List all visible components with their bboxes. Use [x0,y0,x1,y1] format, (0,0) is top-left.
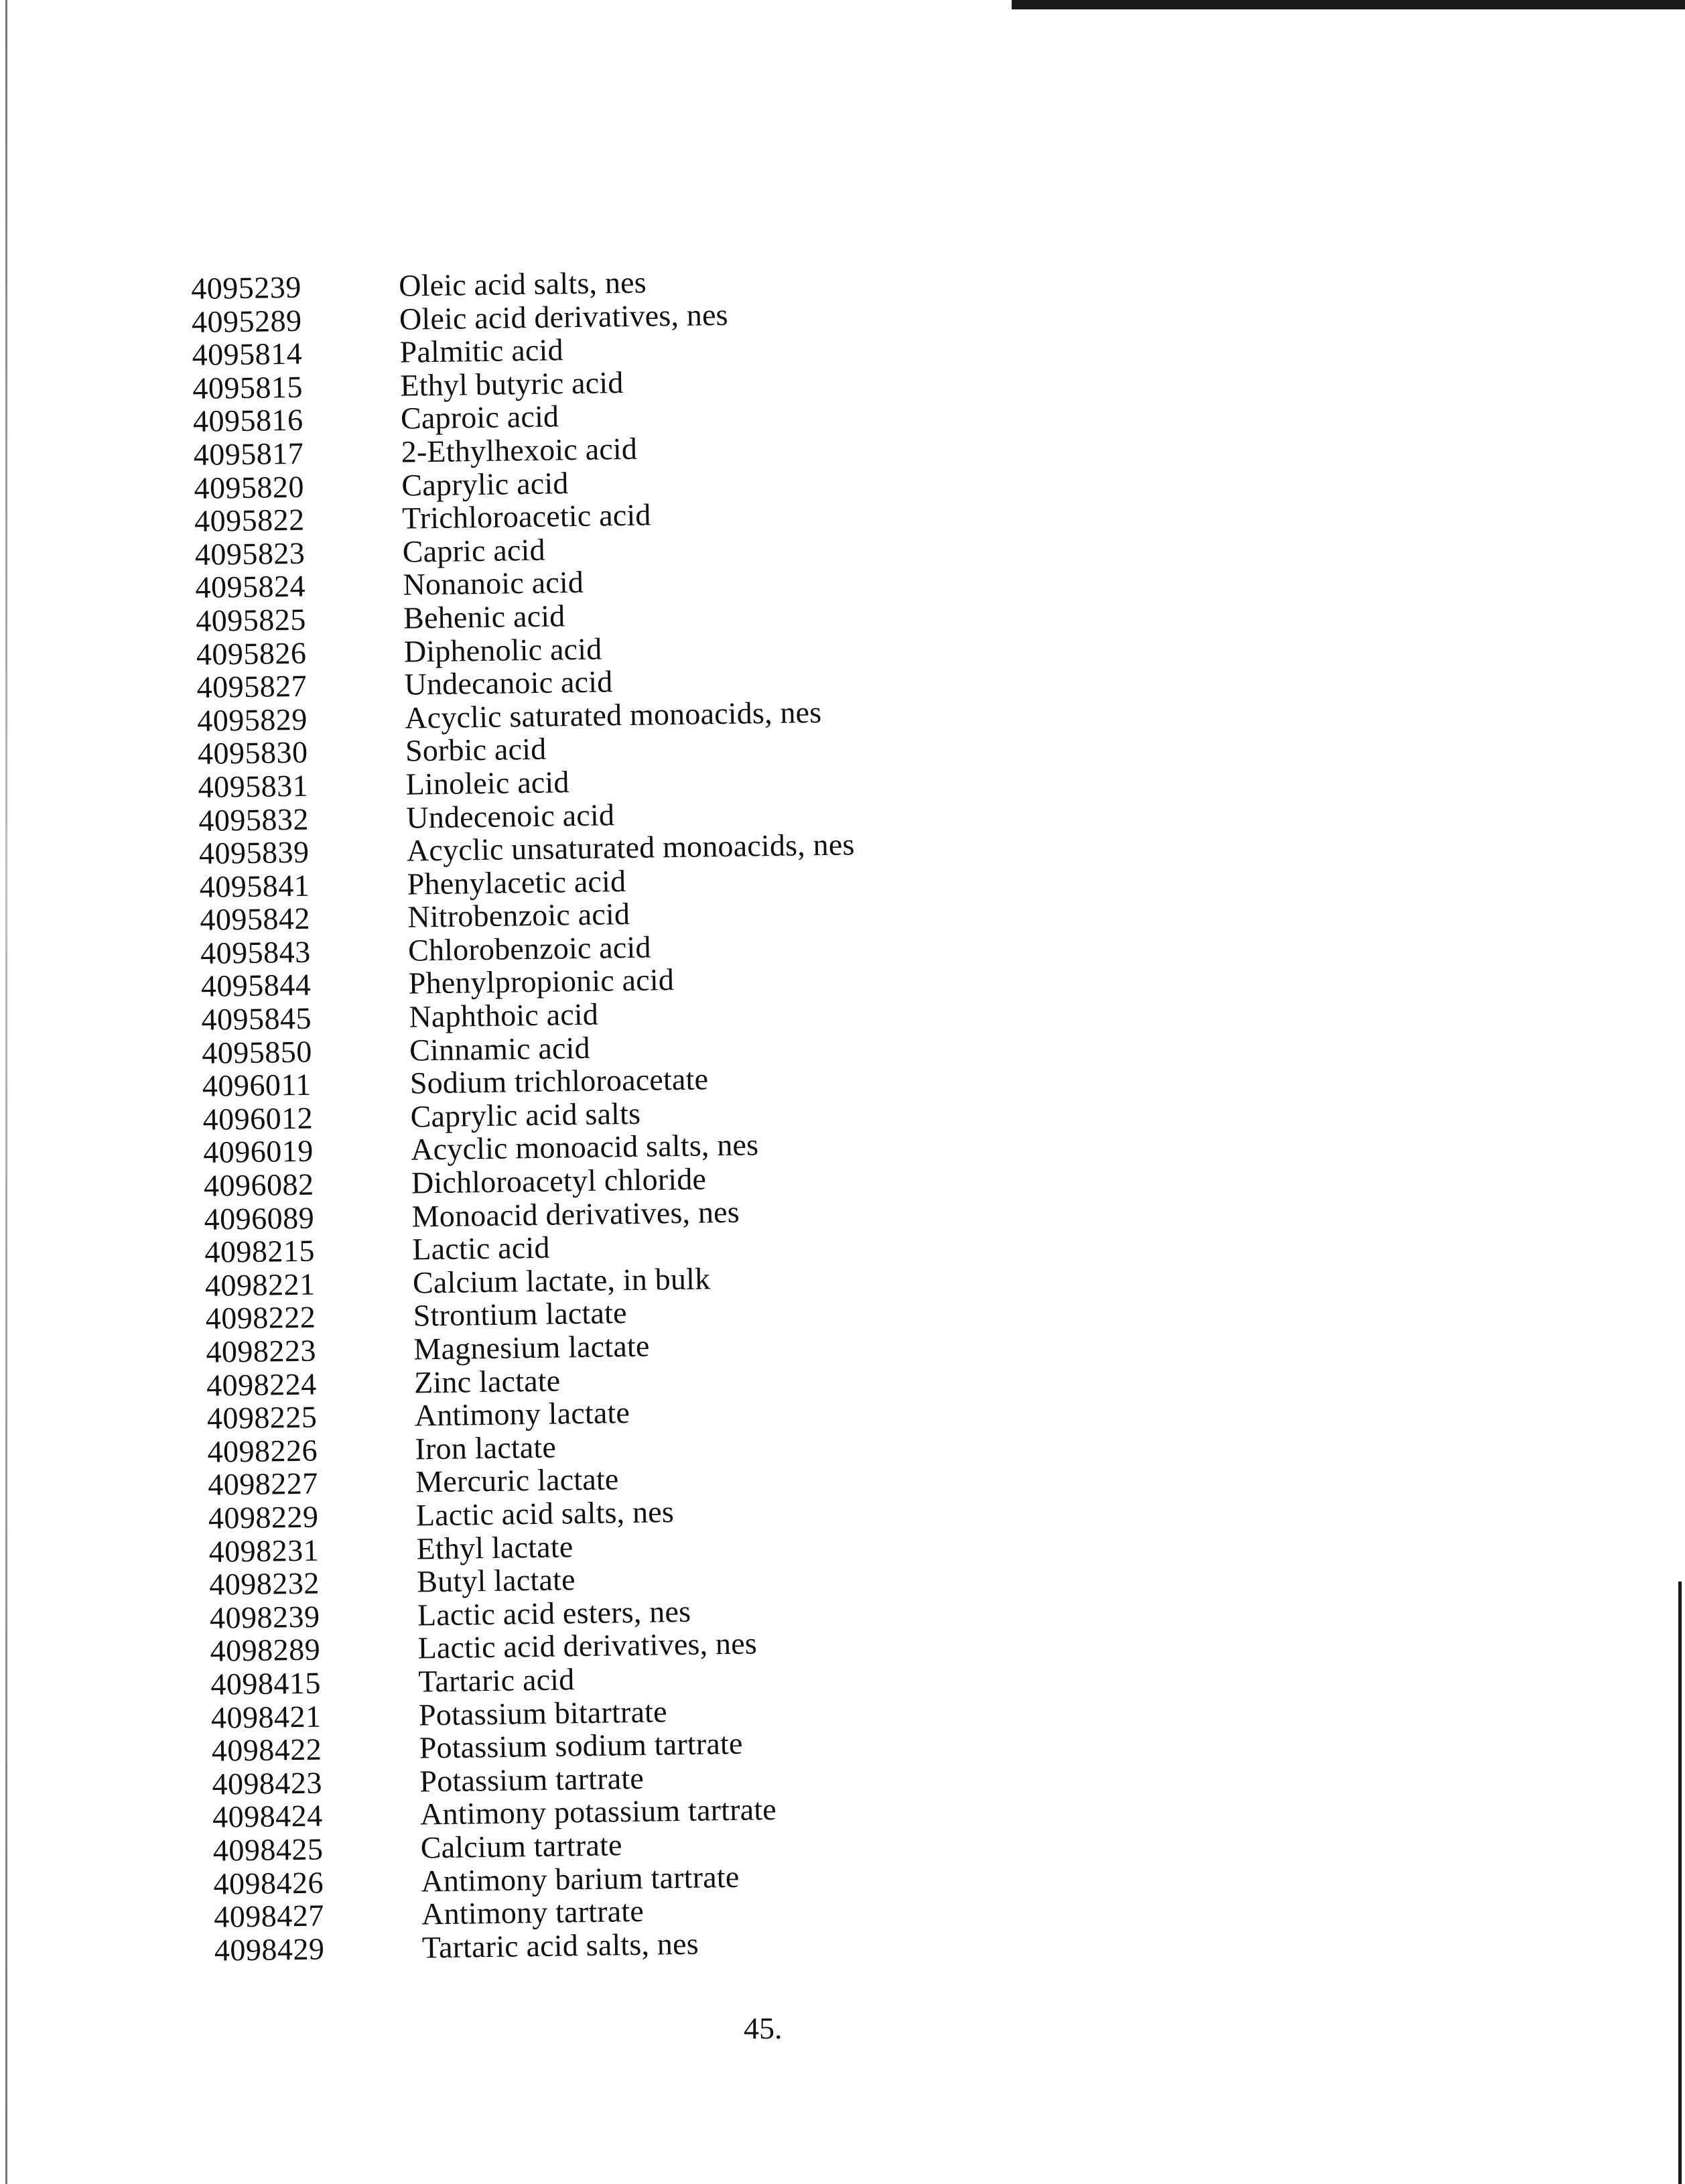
commodity-description: Capric acid [402,532,546,569]
commodity-code: 4098429 [214,1931,325,1968]
commodity-code: 4098423 [212,1765,323,1801]
commodity-code: 4095820 [194,469,305,505]
commodity-code: 4098226 [207,1433,318,1469]
commodity-description: Nitrobenzoic acid [407,897,630,934]
commodity-code: 4098232 [208,1565,320,1602]
commodity-code: 4095843 [200,934,312,970]
commodity-description: Linoleic acid [405,765,570,801]
commodity-description: Lactic acid salts, nes [415,1494,675,1533]
commodity-code: 4098425 [212,1832,324,1868]
commodity-description: Lactic acid esters, nes [417,1594,691,1632]
commodity-code: 4098231 [208,1533,320,1569]
commodity-code: 4095844 [200,968,312,1004]
commodity-description: Calcium lactate, in bulk [412,1261,711,1300]
commodity-description: Oleic acid salts, nes [398,265,647,303]
commodity-description: Cinnamic acid [409,1030,591,1068]
commodity-code: 4095815 [192,369,304,405]
commodity-code: 4095841 [199,868,310,904]
commodity-description: Antimony potassium tartrate [419,1792,777,1832]
commodity-code: 4098225 [206,1399,318,1436]
page-number: 45. [744,2011,783,2045]
commodity-description: Acyclic saturated monoacids, nes [404,694,822,735]
commodity-description: 2-Ethylhexoic acid [401,431,638,469]
commodity-description: Ethyl butyric acid [400,365,624,403]
commodity-description: Acyclic unsaturated monoacids, nes [406,827,855,868]
commodity-code: 4098227 [207,1466,319,1502]
commodity-code: 4098221 [204,1267,316,1303]
commodity-code: 4095816 [192,403,304,439]
commodity-description: Butyl lactate [416,1562,576,1599]
commodity-code: 4098239 [209,1599,320,1635]
commodity-code: 4095817 [193,436,304,472]
commodity-description: Tartaric acid [418,1662,575,1699]
commodity-code: 4096082 [203,1167,314,1203]
commodity-description: Trichloroacetic acid [401,497,651,535]
commodity-code: 4098415 [210,1665,322,1701]
commodity-code: 4098289 [210,1632,321,1669]
commodity-description: Acyclic monoacid salts, nes [410,1127,759,1167]
commodity-description: Lactic acid [412,1230,550,1267]
commodity-code: 4098424 [212,1798,324,1835]
commodity-description: Caprylic acid [401,465,569,503]
commodity-description: Undecanoic acid [404,664,613,702]
commodity-description: Monoacid derivatives, nes [411,1194,740,1234]
commodity-code: 4098222 [205,1299,316,1336]
commodity-description: Potassium sodium tartrate [419,1726,743,1765]
commodity-description: Oleic acid derivatives, nes [399,297,729,336]
commodity-code: 4095832 [198,801,310,838]
commodity-description: Lactic acid derivatives, nes [417,1626,758,1665]
commodity-code: 4098426 [213,1864,324,1901]
commodity-code: 4096019 [202,1134,314,1170]
commodity-code: 4095289 [191,303,302,339]
commodity-description: Undecenoic acid [406,797,615,835]
commodity-code-list [0,251,1685,1970]
commodity-code: 4095830 [197,734,308,771]
scan-top-edge-bar [1012,0,1685,9]
commodity-description: Ethyl lactate [416,1529,574,1566]
commodity-description: Caprylic acid salts [410,1096,641,1134]
commodity-description: Iron lactate [415,1429,557,1466]
commodity-description: Naphthoic acid [409,997,599,1034]
commodity-code: 4095822 [194,502,306,539]
commodity-description: Potassium tartrate [419,1760,645,1799]
commodity-description: Palmitic acid [399,332,564,369]
commodity-code: 4095239 [190,269,302,306]
commodity-description: Calcium tartrate [420,1827,622,1865]
commodity-description: Tartaric acid salts, nes [421,1926,699,1965]
commodity-description: Antimony lactate [414,1395,630,1433]
commodity-description: Chlorobenzoic acid [407,929,651,968]
commodity-code: 4095823 [194,535,306,572]
commodity-description: Zinc lactate [413,1363,561,1400]
commodity-code: 4096089 [204,1200,315,1236]
commodity-code: 4095825 [195,602,307,638]
commodity-code: 4095814 [192,336,303,373]
commodity-code: 4098215 [204,1233,316,1270]
commodity-code: 4095845 [201,1001,312,1037]
commodity-description: Dichloroacetyl chloride [411,1161,707,1200]
commodity-code: 4098422 [211,1732,322,1768]
commodity-code: 4096012 [202,1100,314,1137]
commodity-code: 4095829 [196,702,308,738]
commodity-description: Behenic acid [403,598,565,635]
commodity-code: 4095827 [196,668,308,705]
commodity-code: 4095824 [195,569,306,605]
commodity-description: Antimony barium tartrate [421,1859,740,1898]
commodity-code: 4098229 [208,1499,319,1535]
commodity-description: Caproic acid [400,399,559,436]
commodity-description: Strontium lactate [413,1295,628,1333]
commodity-code: 4098427 [213,1898,325,1934]
commodity-code: 4098421 [210,1699,322,1735]
commodity-code: 4095850 [201,1034,313,1070]
commodity-code: 4098224 [206,1366,318,1403]
commodity-description: Diphenolic acid [403,631,602,669]
commodity-description: Phenylacetic acid [407,863,626,901]
commodity-code: 4096011 [202,1067,312,1104]
commodity-description: Sorbic acid [405,731,547,768]
commodity-description: Sodium trichloroacetate [409,1062,709,1100]
commodity-code: 4098223 [206,1333,317,1369]
commodity-code: 4095831 [198,768,309,804]
commodity-description: Magnesium lactate [413,1328,650,1366]
commodity-code: 4095842 [200,901,311,938]
commodity-code: 4095826 [196,635,307,671]
commodity-description: Phenylpropionic acid [408,962,675,1001]
commodity-description: Antimony tartrate [421,1893,645,1931]
commodity-description: Nonanoic acid [403,565,584,602]
commodity-description: Potassium bitartrate [418,1693,668,1732]
commodity-code: 4095839 [198,834,310,871]
commodity-description: Mercuric lactate [415,1462,619,1499]
